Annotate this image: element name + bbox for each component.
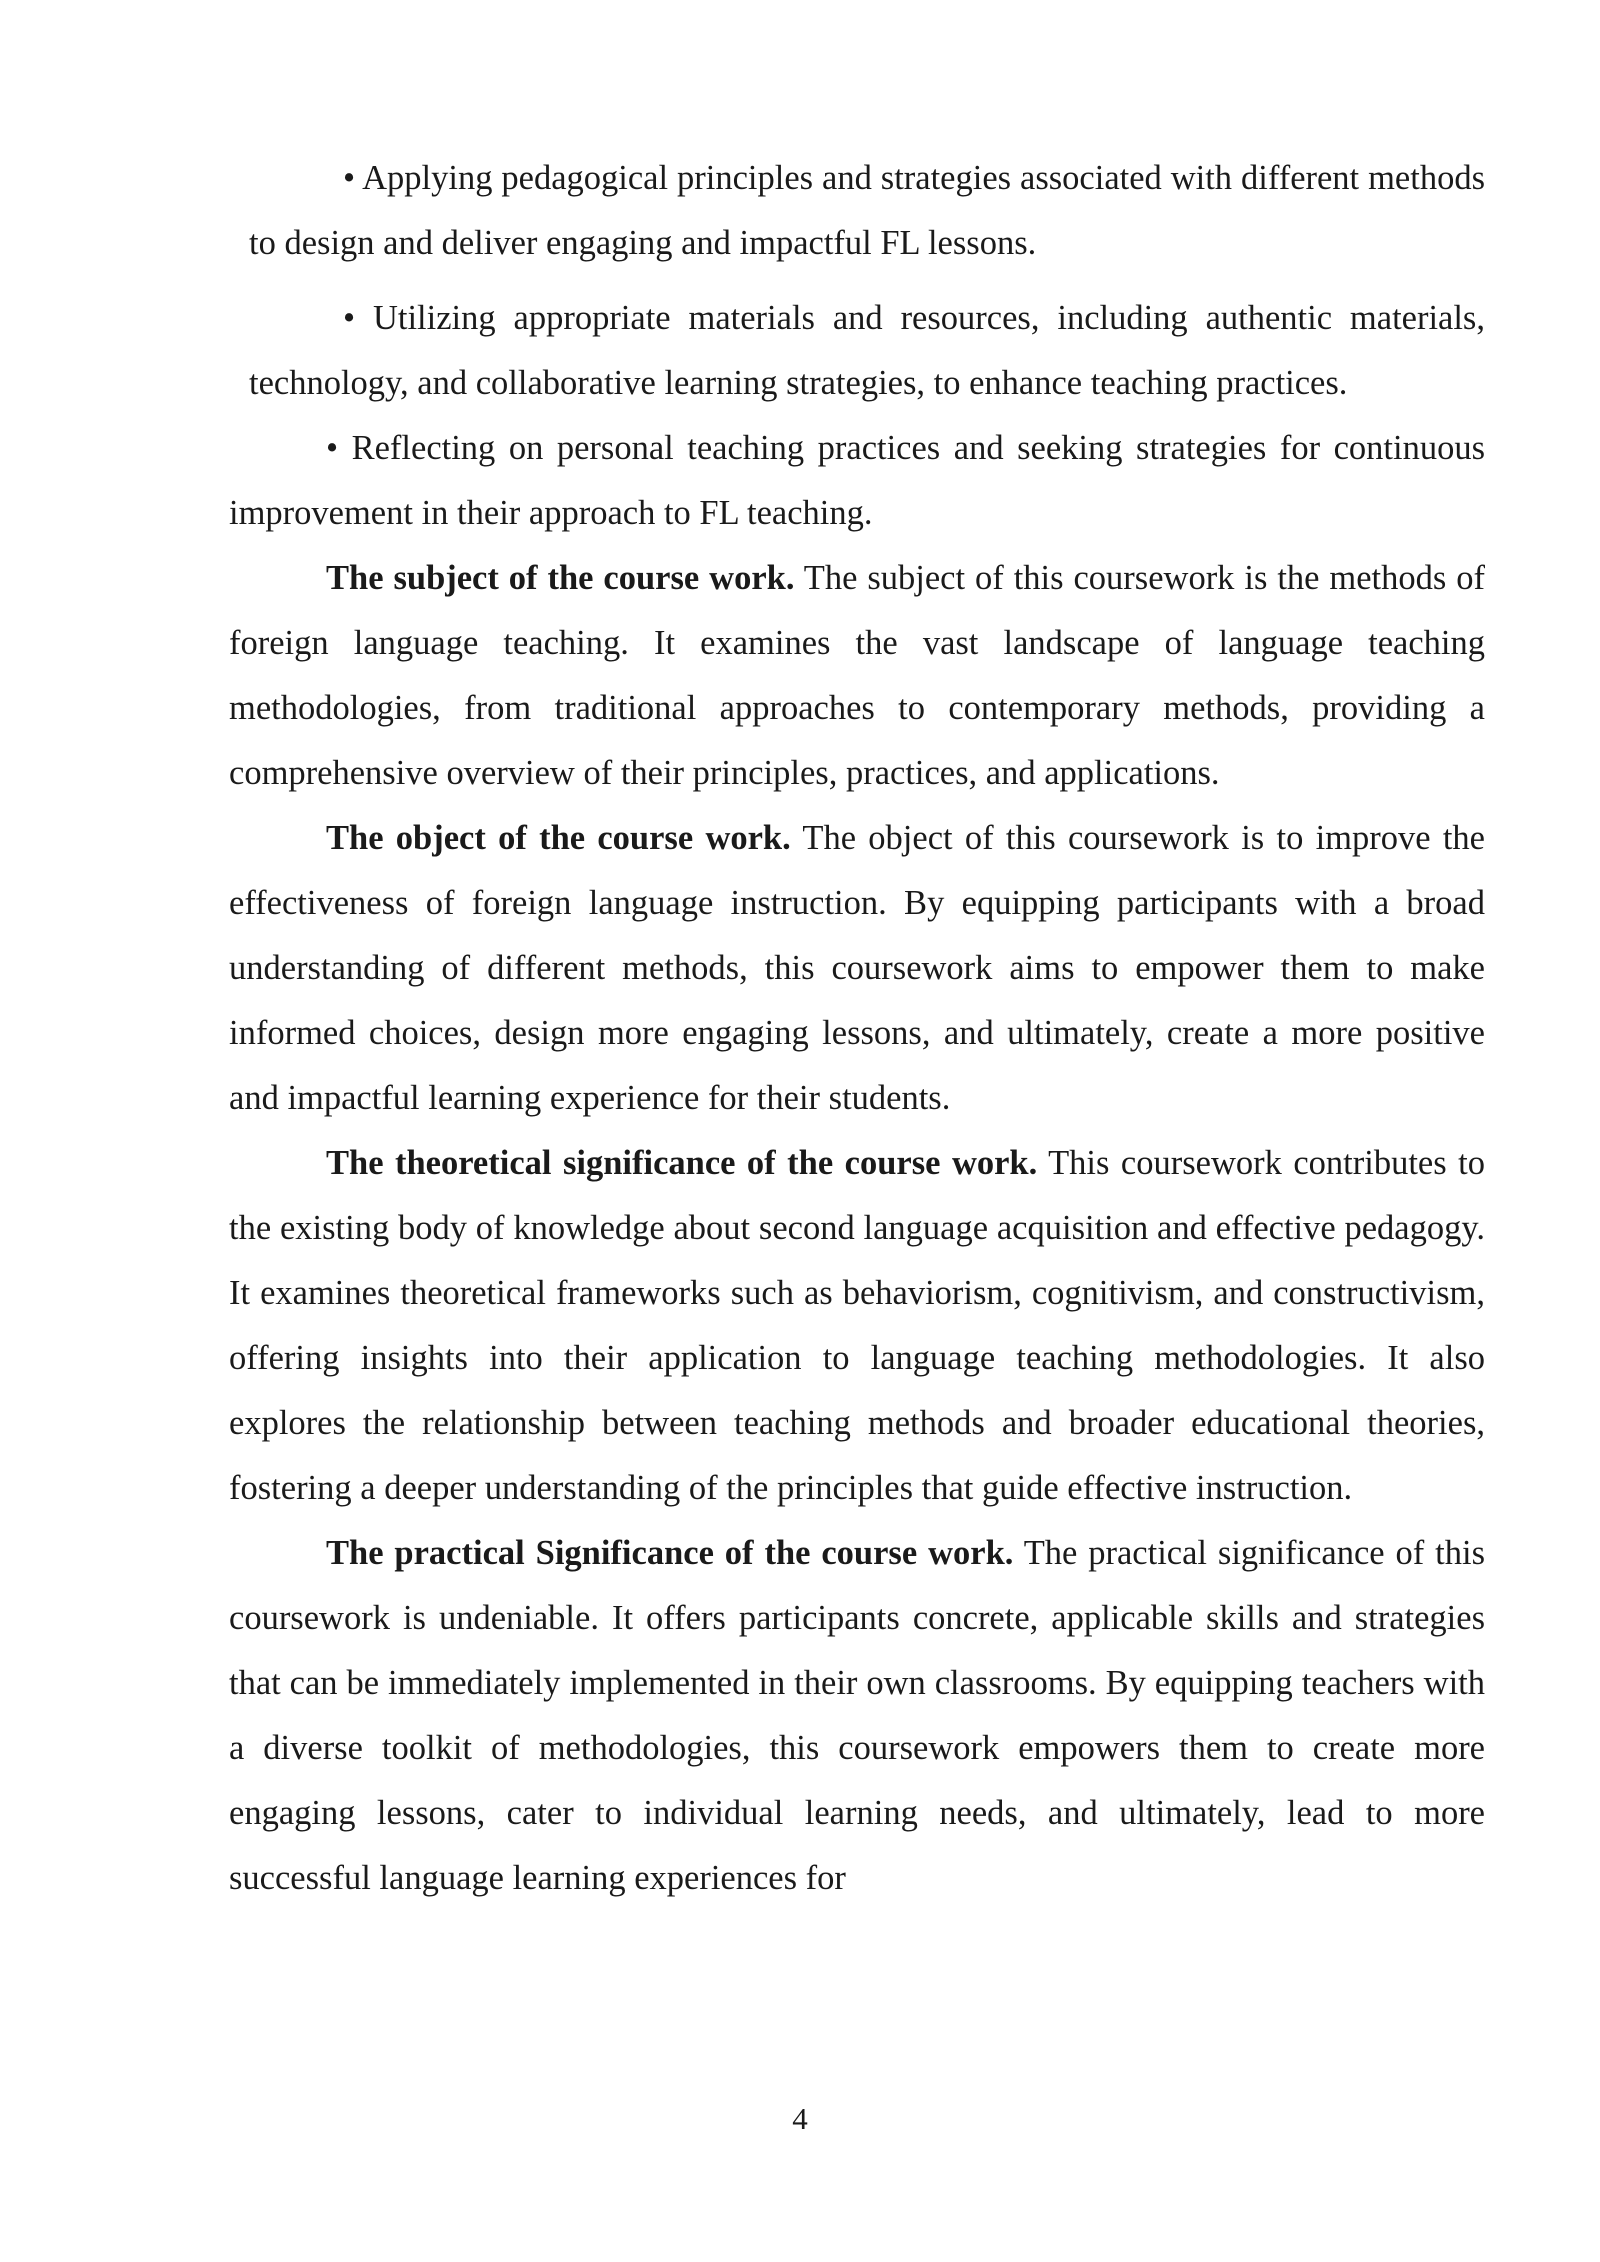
section-heading: The object of the course work.	[326, 819, 791, 857]
page-number: 4	[792, 2101, 808, 2136]
page-text	[229, 146, 1485, 1911]
section-body: This coursework contributes to the existing body of knowledge about second language acquisition and effective pedagogy. It examines theoretical frameworks such as behaviorism, cognitivism, and constructivism, offering insights into their application to language teaching methodologies. It also explores the relationship between teaching methods and broader educational theories, fostering a deeper understanding of the principles that guide effective instruction.	[229, 1144, 1485, 1507]
section-heading: The practical Significance of the course work.	[326, 1534, 1014, 1572]
bullet-item: • Applying pedagogical principles and strategies associated with different methods to design and deliver engaging and impactful FL lessons.	[249, 159, 1485, 262]
section-paragraph-theoretical-significance	[229, 1131, 1485, 1521]
section-paragraph-object	[229, 806, 1485, 1131]
section-paragraph-practical-significance	[229, 1521, 1485, 1911]
bullet-item: • Utilizing appropriate materials and resources, including authentic materials, technology, and collaborative learning strategies, to enhance teaching practices.	[249, 299, 1485, 402]
section-body: The subject of this coursework is the methods of foreign language teaching. It examines the vast landscape of language teaching methodologies, from traditional approaches to contemporary methods, providing a comprehensive overview of their principles, practices, and applications.	[229, 559, 1486, 792]
section-heading: The theoretical significance of the course work.	[326, 1144, 1038, 1182]
bullet-item: • Reflecting on personal teaching practices and seeking strategies for continuous improvement in their approach to FL teaching.	[229, 429, 1485, 532]
section-heading: The subject of the course work.	[326, 559, 795, 597]
section-body: The practical significance of this coursework is undeniable. It offers participants concrete, applicable skills and strategies that can be immediately implemented in their own classrooms. By equipping teachers with a diverse toolkit of methodologies, this coursework empowers them to create more engaging lessons, cater to individual learning needs, and ultimately, lead to more successful language learning experiences for	[229, 1534, 1486, 1897]
section-paragraph-subject	[229, 546, 1485, 806]
section-body: The object of this coursework is to improve the effectiveness of foreign language instruction. By equipping participants with a broad understanding of different methods, this coursework aims to empower them to make informed choices, design more engaging lessons, and ultimately, create a more positive and impactful learning experience for their students.	[229, 819, 1485, 1117]
